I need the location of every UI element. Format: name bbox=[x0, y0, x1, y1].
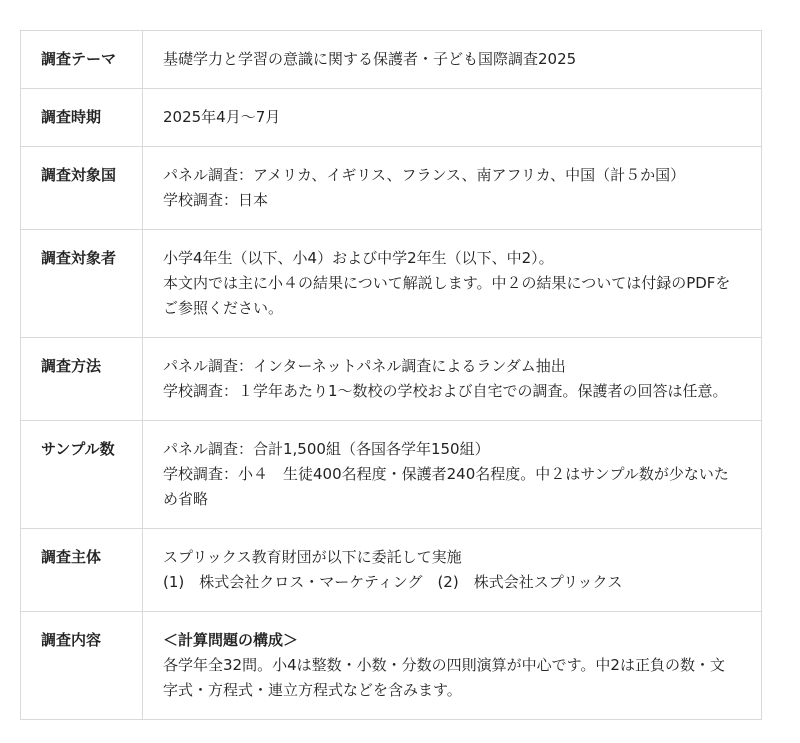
value-line: パネル調査：インターネットパネル調査によるランダム抽出 bbox=[163, 357, 566, 375]
value-line: 各学年全32問。小4は整数・小数・分数の四則演算が中心です。中2は正負の数・文字式・方程式・連立方程式などを含みます。 bbox=[163, 656, 725, 699]
value-line: 学校調査：１学年あたり1〜数校の学校および自宅での調査。保護者の回答は任意。 bbox=[163, 382, 728, 400]
table-row bbox=[21, 31, 762, 89]
table-row bbox=[21, 421, 762, 529]
row-label: 調査内容 bbox=[21, 612, 143, 720]
table-row bbox=[21, 529, 762, 612]
row-label: 調査対象国 bbox=[21, 147, 143, 230]
table-row bbox=[21, 89, 762, 147]
row-label: サンプル数 bbox=[21, 421, 143, 529]
row-label: 調査対象者 bbox=[21, 230, 143, 338]
value-line: 基礎学力と学習の意識に関する保護者・子ども国際調査2025 bbox=[163, 50, 577, 68]
value-line: 2025年4月〜7月 bbox=[163, 108, 281, 126]
row-value bbox=[143, 147, 762, 230]
value-line: (1) 株式会社クロス・マーケティング (2) 株式会社スプリックス bbox=[163, 573, 623, 591]
row-value bbox=[143, 31, 762, 89]
row-label: 調査主体 bbox=[21, 529, 143, 612]
value-line: 学校調査：日本 bbox=[163, 191, 269, 209]
value-line: 本文内では主に小４の結果について解説します。中２の結果については付録のPDFをご参照ください。 bbox=[163, 274, 731, 317]
row-value bbox=[143, 89, 762, 147]
row-label: 調査時期 bbox=[21, 89, 143, 147]
table-row bbox=[21, 230, 762, 338]
value-line: パネル調査：アメリカ、イギリス、フランス、南アフリカ、中国（計５か国） bbox=[163, 166, 686, 184]
row-value bbox=[143, 230, 762, 338]
table-row bbox=[21, 612, 762, 720]
value-line: 学校調査：小４ 生徒400名程度・保護者240名程度。中２はサンプル数が少ないため省略 bbox=[163, 465, 729, 508]
row-label: 調査テーマ bbox=[21, 31, 143, 89]
value-line: スプリックス教育財団が以下に委託して実施 bbox=[163, 548, 462, 566]
row-value bbox=[143, 421, 762, 529]
content-heading: ＜計算問題の構成＞ bbox=[163, 631, 299, 649]
row-value bbox=[143, 529, 762, 612]
row-value bbox=[143, 612, 762, 720]
row-value bbox=[143, 338, 762, 421]
table-row bbox=[21, 338, 762, 421]
table-row bbox=[21, 147, 762, 230]
value-line: 小学4年生（以下、小4）および中学2年生（以下、中2）。 bbox=[163, 249, 554, 267]
row-label: 調査方法 bbox=[21, 338, 143, 421]
value-line: パネル調査：合計1,500組（各国各学年150組） bbox=[163, 440, 490, 458]
survey-overview-table bbox=[20, 30, 762, 720]
